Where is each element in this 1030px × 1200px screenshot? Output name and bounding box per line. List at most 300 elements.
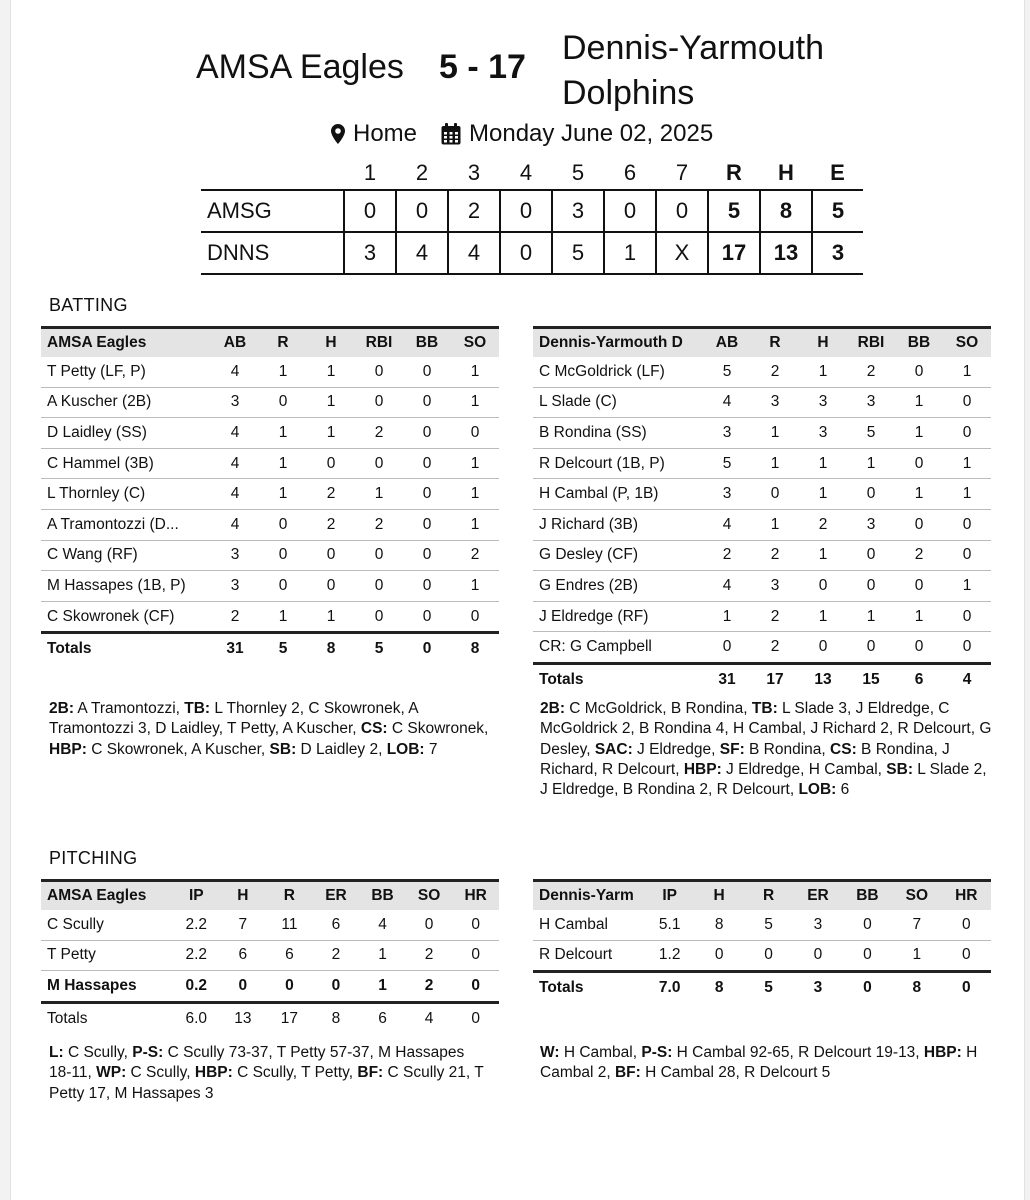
stat-value: 1 bbox=[259, 479, 307, 510]
stat-note-key: BF: bbox=[357, 1064, 384, 1082]
stat-value: 5 bbox=[703, 448, 751, 479]
player-name: C Scully bbox=[41, 910, 173, 940]
stat-value: 0 bbox=[962, 638, 972, 656]
stat-value: 0 bbox=[799, 571, 847, 602]
stat-value: 2.2 bbox=[173, 940, 220, 971]
stat-column-header: AB bbox=[703, 328, 751, 358]
stat-value: 1 bbox=[799, 448, 847, 479]
stat-value: 5.1 bbox=[645, 910, 694, 940]
stat-value: 4 bbox=[703, 509, 751, 540]
stat-column-header: IP bbox=[173, 881, 220, 911]
player-row bbox=[41, 910, 499, 940]
errors-total: 3 bbox=[812, 232, 863, 274]
total-value: 0 bbox=[452, 1002, 499, 1033]
stat-note-key: SF: bbox=[719, 740, 745, 758]
inning-header: 2 bbox=[415, 160, 429, 185]
player-name: H Cambal (P, 1B) bbox=[533, 479, 703, 510]
stat-note-value: C McGoldrick, B Rondina, bbox=[564, 700, 752, 717]
player-row bbox=[41, 479, 499, 510]
stat-note-key: 2B: bbox=[540, 700, 565, 717]
stat-column-header: H bbox=[307, 328, 355, 358]
stats-header-row bbox=[41, 881, 499, 911]
stat-value: 2.2 bbox=[173, 910, 220, 940]
runs-total: 17 bbox=[708, 232, 760, 274]
stat-value: 1.2 bbox=[658, 946, 681, 964]
stat-value: 0 bbox=[285, 976, 294, 994]
stat-note-value: H Cambal 28, R Delcourt 5 bbox=[640, 1064, 831, 1082]
stat-value: 3 bbox=[703, 479, 751, 510]
inning-score: 3 bbox=[552, 190, 604, 232]
stat-value: 1 bbox=[359, 940, 406, 971]
stat-value: 0 bbox=[470, 607, 480, 625]
stat-value: 2 bbox=[751, 601, 799, 632]
stats-header-row bbox=[41, 328, 499, 358]
stat-value: 6 bbox=[266, 940, 313, 971]
stat-value: 0 bbox=[818, 638, 828, 656]
player-row bbox=[533, 448, 991, 479]
player-row bbox=[41, 971, 499, 1003]
stat-value: 1 bbox=[895, 418, 943, 449]
stat-value: 1 bbox=[895, 387, 943, 418]
stat-column-header: H bbox=[799, 328, 847, 358]
stat-note-key: HBP: bbox=[49, 740, 87, 758]
stat-value: 0 bbox=[374, 607, 384, 625]
stat-value: 2 bbox=[355, 509, 403, 540]
inning-score: 0 bbox=[500, 232, 552, 274]
total-value: 0 bbox=[403, 633, 451, 664]
stat-value: 7 bbox=[220, 910, 267, 940]
stat-value: 0.2 bbox=[185, 976, 208, 994]
total-value: 13 bbox=[799, 663, 847, 694]
stat-note-value: C Scully, bbox=[63, 1044, 133, 1061]
stat-note-value: H Cambal 92-65, R Delcourt 19-13, bbox=[672, 1044, 924, 1061]
stat-value: 1 bbox=[847, 448, 895, 479]
stat-value: 0 bbox=[943, 540, 991, 571]
home-batting-table bbox=[41, 326, 499, 664]
player-row bbox=[41, 418, 499, 449]
player-row bbox=[41, 509, 499, 540]
totals-label: Totals bbox=[41, 1002, 173, 1033]
total-value: 17 bbox=[266, 1002, 313, 1033]
stat-value: 0 bbox=[355, 540, 403, 571]
stat-value: 4 bbox=[211, 509, 259, 540]
stat-value: 0 bbox=[331, 976, 341, 994]
stat-value: 1 bbox=[451, 448, 499, 479]
stat-value: 0 bbox=[355, 357, 403, 387]
stat-note-key: P-S: bbox=[132, 1044, 164, 1061]
stat-value: 3 bbox=[703, 418, 751, 449]
stat-note-key: SB: bbox=[886, 760, 913, 778]
player-name: H Cambal bbox=[533, 910, 645, 940]
stat-value: 0 bbox=[403, 479, 451, 510]
stats-header-row bbox=[533, 881, 991, 911]
map-pin-icon bbox=[331, 124, 345, 144]
hits-total: 8 bbox=[760, 190, 812, 232]
player-row bbox=[41, 387, 499, 418]
stat-value: 2 bbox=[799, 509, 847, 540]
stat-note-value: C Skowronek, bbox=[387, 720, 489, 738]
stat-value: 0 bbox=[895, 448, 943, 479]
stat-note-value: B Rondina, bbox=[744, 740, 831, 758]
stat-value: 1 bbox=[799, 357, 847, 387]
stat-column-header: AB bbox=[211, 328, 259, 358]
stat-column-header: BB bbox=[895, 328, 943, 358]
stat-value: 6 bbox=[220, 940, 267, 971]
player-row bbox=[533, 387, 991, 418]
stat-column-header: H bbox=[694, 881, 743, 911]
stat-value: 2 bbox=[751, 540, 799, 571]
runs-total: 5 bbox=[708, 190, 760, 232]
stat-value: 0 bbox=[847, 479, 895, 510]
totals-label: Totals bbox=[41, 633, 211, 664]
stat-value: 2 bbox=[313, 940, 360, 971]
player-name: M Hassapes bbox=[47, 976, 137, 994]
line-score-table bbox=[201, 157, 863, 275]
stat-value: 2 bbox=[847, 357, 895, 387]
stat-value: 1 bbox=[326, 607, 336, 625]
stat-value: 0 bbox=[895, 357, 943, 387]
player-name: B Rondina (SS) bbox=[533, 418, 703, 449]
stat-note-key: SB: bbox=[269, 740, 297, 758]
stat-note-value: B Rondina, J Richard, R Delcourt, bbox=[540, 740, 950, 778]
stat-column-header: SO bbox=[451, 328, 499, 358]
player-name: G Endres (2B) bbox=[533, 571, 703, 602]
inning-score: 5 bbox=[552, 232, 604, 274]
stat-column-header: R bbox=[259, 328, 307, 358]
total-value: 5 bbox=[259, 633, 307, 664]
stat-value: 0 bbox=[961, 946, 971, 964]
stat-value: 1 bbox=[259, 448, 307, 479]
player-name: C Wang (RF) bbox=[41, 540, 211, 571]
errors-header: E bbox=[830, 160, 845, 185]
stat-note-value: L Slade 2, J Eldredge, B Rondina 2, R Delcourt, bbox=[540, 760, 987, 799]
stat-value: 3 bbox=[799, 418, 847, 449]
stat-value: 2 bbox=[355, 418, 403, 449]
inning-score: 4 bbox=[396, 232, 448, 274]
stat-note-value: D Laidley 2, bbox=[296, 740, 387, 758]
stat-value: 4 bbox=[703, 571, 751, 602]
stat-note-value: 6 bbox=[836, 781, 850, 799]
stat-value: 0 bbox=[259, 540, 307, 571]
stat-value: 3 bbox=[211, 540, 259, 571]
stat-value: 3 bbox=[751, 387, 799, 418]
away-batting-notes bbox=[540, 699, 995, 800]
stat-value: 3 bbox=[793, 910, 842, 940]
stat-value: 3 bbox=[211, 571, 259, 602]
player-row bbox=[533, 357, 991, 387]
stat-value: 2 bbox=[703, 540, 751, 571]
totals-label: Totals bbox=[533, 972, 645, 1003]
player-name: L Thornley (C) bbox=[41, 479, 211, 510]
stat-value: 5 bbox=[847, 418, 895, 449]
stat-value: 4 bbox=[211, 448, 259, 479]
stat-value: 0 bbox=[452, 940, 499, 971]
player-row bbox=[41, 571, 499, 602]
stat-value: 1 bbox=[307, 418, 355, 449]
home-pitching-table bbox=[41, 879, 499, 1033]
stat-value: 1 bbox=[943, 357, 991, 387]
stat-value: 0 bbox=[843, 910, 892, 940]
home-batting-notes bbox=[49, 699, 489, 760]
date-info bbox=[441, 120, 713, 148]
stat-value: 3 bbox=[847, 509, 895, 540]
calendar-icon bbox=[441, 123, 461, 145]
stat-value: 0 bbox=[238, 976, 248, 994]
stat-value: 1 bbox=[355, 479, 403, 510]
stat-value: 0 bbox=[895, 571, 943, 602]
inning-score: X bbox=[656, 232, 708, 274]
date-text: Monday June 02, 2025 bbox=[469, 120, 714, 147]
stat-value: 0 bbox=[722, 638, 732, 656]
stat-value: 2 bbox=[895, 540, 943, 571]
player-row bbox=[533, 632, 991, 664]
total-value: 8 bbox=[451, 633, 499, 664]
stat-value: 1 bbox=[307, 387, 355, 418]
stat-column-header: R bbox=[744, 881, 793, 911]
stat-value: 1 bbox=[278, 607, 288, 625]
stat-value: 0 bbox=[403, 571, 451, 602]
stat-note-key: BF: bbox=[614, 1064, 641, 1082]
stat-value: 1 bbox=[799, 601, 847, 632]
stat-note-key: CS: bbox=[360, 720, 388, 738]
stat-column-header: RBI bbox=[355, 328, 403, 358]
player-name: R Delcourt (1B, P) bbox=[533, 448, 703, 479]
stat-value: 1 bbox=[751, 448, 799, 479]
player-name: A Tramontozzi (D... bbox=[41, 509, 211, 540]
stat-value: 4 bbox=[211, 479, 259, 510]
stats-header-row bbox=[533, 328, 991, 358]
stat-column-header: R bbox=[751, 328, 799, 358]
team-column-header: AMSA Eagles bbox=[41, 328, 211, 358]
stat-value: 0 bbox=[847, 571, 895, 602]
stat-value: 6 bbox=[313, 910, 360, 940]
team-column-header: AMSA Eagles bbox=[41, 881, 173, 911]
stat-value: 1 bbox=[307, 357, 355, 387]
home-team-name: AMSA Eagles bbox=[196, 48, 404, 86]
stat-value: 11 bbox=[266, 910, 313, 940]
stat-value: 0 bbox=[307, 448, 355, 479]
stat-value: 1 bbox=[259, 357, 307, 387]
totals-label: Totals bbox=[533, 663, 703, 694]
stat-value: 0 bbox=[847, 540, 895, 571]
stat-value: 7 bbox=[892, 910, 941, 940]
stat-value: 1 bbox=[751, 509, 799, 540]
stat-value: 0 bbox=[943, 387, 991, 418]
total-value: 0 bbox=[942, 972, 991, 1003]
hits-total: 13 bbox=[760, 232, 812, 274]
stat-value: 1 bbox=[751, 418, 799, 449]
total-value: 5 bbox=[355, 633, 403, 664]
totals-row bbox=[533, 663, 991, 694]
pitching-section-title: PITCHING bbox=[49, 848, 138, 868]
box-score-page bbox=[10, 0, 1025, 1200]
stat-value: 2 bbox=[751, 357, 799, 387]
totals-row bbox=[41, 1002, 499, 1033]
errors-total: 5 bbox=[812, 190, 863, 232]
inning-header: 4 bbox=[519, 160, 533, 185]
stat-value: 1 bbox=[451, 357, 499, 387]
stat-value: 1 bbox=[259, 418, 307, 449]
inning-score: 0 bbox=[604, 190, 656, 232]
stat-value: 0 bbox=[452, 910, 499, 940]
stat-value: 5 bbox=[744, 910, 793, 940]
stat-value: 1 bbox=[943, 571, 991, 602]
total-value: 15 bbox=[847, 663, 895, 694]
totals-row bbox=[41, 633, 499, 664]
stat-value: 0 bbox=[751, 479, 799, 510]
stat-column-header: HR bbox=[452, 881, 499, 911]
total-value: 31 bbox=[703, 663, 751, 694]
stat-value: 1 bbox=[847, 601, 895, 632]
stat-column-header: BB bbox=[843, 881, 892, 911]
total-value: 6 bbox=[359, 1002, 406, 1033]
player-row bbox=[533, 479, 991, 510]
stat-value: 1 bbox=[451, 387, 499, 418]
team-column-header: Dennis-Yarm bbox=[533, 881, 645, 911]
stat-value: 4 bbox=[359, 910, 406, 940]
player-name: A Kuscher (2B) bbox=[41, 387, 211, 418]
player-name: C Hammel (3B) bbox=[41, 448, 211, 479]
hits-header: H bbox=[778, 160, 794, 185]
stat-note-value: C Scully 73-37, T Petty 57-37, M Hassapes 18-11, bbox=[49, 1044, 465, 1082]
stat-column-header: SO bbox=[943, 328, 991, 358]
stat-value: 0 bbox=[403, 448, 451, 479]
total-value: 8 bbox=[307, 633, 355, 664]
stat-value: 1 bbox=[895, 601, 943, 632]
inning-score: 2 bbox=[448, 190, 500, 232]
stat-value: 0 bbox=[355, 571, 403, 602]
stat-note-value: L Thornley 2, C Skowronek, A Tramontozzi 3, D Laidley, T Petty, A Kuscher, bbox=[49, 700, 418, 738]
total-value: 17 bbox=[751, 663, 799, 694]
stat-value: 1 bbox=[799, 479, 847, 510]
stat-note-value: C Scully 21, T Petty 17, M Hassapes 3 bbox=[49, 1064, 484, 1102]
stat-note-value: H Cambal 2, bbox=[540, 1044, 978, 1082]
stat-value: 0 bbox=[451, 418, 499, 449]
stat-value: 1 bbox=[703, 601, 751, 632]
stat-value: 1 bbox=[895, 479, 943, 510]
player-row bbox=[533, 601, 991, 632]
stat-value: 0 bbox=[942, 910, 991, 940]
player-row bbox=[41, 601, 499, 633]
player-name: G Desley (CF) bbox=[533, 540, 703, 571]
total-value: 5 bbox=[744, 972, 793, 1003]
player-name: L Slade (C) bbox=[533, 387, 703, 418]
stat-note-value: A Tramontozzi, bbox=[73, 700, 185, 717]
stat-value: 0 bbox=[895, 509, 943, 540]
batting-section-title: BATTING bbox=[49, 295, 128, 315]
inning-header: 6 bbox=[623, 160, 637, 185]
stat-value: 0 bbox=[403, 509, 451, 540]
stat-column-header: ER bbox=[793, 881, 842, 911]
total-value: 8 bbox=[313, 1002, 360, 1033]
stat-value: 0 bbox=[943, 509, 991, 540]
player-name: J Richard (3B) bbox=[533, 509, 703, 540]
stat-value: 0 bbox=[355, 387, 403, 418]
stat-note-key: CS: bbox=[830, 740, 857, 758]
stat-note-key: LOB: bbox=[798, 781, 837, 799]
player-name: CR: G Campbell bbox=[539, 638, 652, 656]
stat-value: 1 bbox=[451, 571, 499, 602]
stat-note-value: J Eldredge, H Cambal, bbox=[721, 760, 887, 778]
location-info bbox=[331, 120, 417, 148]
total-value: 6.0 bbox=[173, 1002, 220, 1033]
stat-note-key: HBP: bbox=[683, 760, 722, 778]
stat-value: 3 bbox=[847, 387, 895, 418]
stat-value: 0 bbox=[764, 946, 773, 964]
stat-value: 0 bbox=[422, 607, 432, 625]
inning-header: 7 bbox=[675, 160, 689, 185]
stat-value: 1 bbox=[943, 448, 991, 479]
line-score-row bbox=[201, 232, 863, 274]
stat-note-value: C Skowronek, A Kuscher, bbox=[86, 740, 270, 758]
stat-value: 0 bbox=[813, 946, 823, 964]
stat-note-key: SAC: bbox=[594, 740, 633, 758]
player-row bbox=[533, 418, 991, 449]
stat-value: 2 bbox=[770, 638, 780, 656]
stat-value: 0 bbox=[863, 946, 872, 964]
inning-score: 1 bbox=[604, 232, 656, 274]
stat-value: 0 bbox=[471, 976, 480, 994]
total-value: 4 bbox=[406, 1002, 453, 1033]
stat-value: 1 bbox=[451, 509, 499, 540]
stat-note-key: L: bbox=[49, 1044, 64, 1061]
stat-value: 1 bbox=[378, 976, 387, 994]
total-value: 7.0 bbox=[645, 972, 694, 1003]
away-team-name: Dennis-Yarmouth Dolphins bbox=[562, 29, 825, 112]
inning-score: 0 bbox=[656, 190, 708, 232]
stat-value: 8 bbox=[694, 910, 743, 940]
stat-note-key: HBP: bbox=[923, 1044, 962, 1061]
stat-note-key: TB: bbox=[184, 700, 211, 717]
team-abbrev: AMSG bbox=[201, 190, 344, 232]
player-name: T Petty bbox=[41, 940, 173, 971]
stat-value: 0 bbox=[403, 357, 451, 387]
home-pitching-notes bbox=[49, 1043, 489, 1104]
stat-note-value: C Scully, bbox=[126, 1064, 195, 1082]
stat-value: 0 bbox=[403, 387, 451, 418]
inning-score: 4 bbox=[448, 232, 500, 274]
player-row bbox=[533, 540, 991, 571]
player-row bbox=[41, 540, 499, 571]
stat-value: 0 bbox=[307, 571, 355, 602]
stat-note-key: W: bbox=[540, 1044, 560, 1061]
stat-value: 1 bbox=[799, 540, 847, 571]
stat-value: 2 bbox=[451, 540, 499, 571]
stat-value: 2 bbox=[307, 509, 355, 540]
stat-value: 0 bbox=[866, 638, 876, 656]
inning-score: 3 bbox=[344, 232, 396, 274]
inning-header: 5 bbox=[571, 160, 585, 185]
game-score: 5 - 17 bbox=[439, 48, 526, 86]
stat-column-header: BB bbox=[359, 881, 406, 911]
stat-note-value: 7 bbox=[424, 740, 438, 758]
stat-column-header: RBI bbox=[847, 328, 895, 358]
stat-column-header: H bbox=[220, 881, 267, 911]
stat-note-value: L Slade 3, J Eldredge, C McGoldrick 2, B Rondina 4, H Cambal, J Richard 2, R Delcourt, G Desley, bbox=[540, 700, 992, 758]
stat-value: 1 bbox=[451, 479, 499, 510]
inning-header: 1 bbox=[363, 160, 377, 185]
stat-column-header: HR bbox=[942, 881, 991, 911]
inning-score: 0 bbox=[500, 190, 552, 232]
player-name: R Delcourt bbox=[539, 946, 613, 964]
stat-value: 2 bbox=[424, 976, 434, 994]
player-row bbox=[533, 940, 991, 972]
player-row bbox=[41, 940, 499, 971]
team-column-header: Dennis-Yarmouth D bbox=[533, 328, 703, 358]
stat-value: 5 bbox=[703, 357, 751, 387]
stat-note-key: LOB: bbox=[386, 740, 425, 758]
stat-note-value: H Cambal, bbox=[559, 1044, 642, 1061]
